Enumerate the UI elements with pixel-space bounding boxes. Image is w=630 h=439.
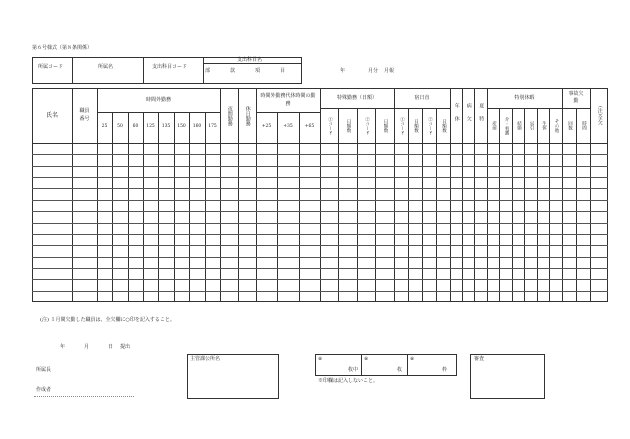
signature-head: 所属長	[36, 367, 52, 373]
col-night: 夜間勤務	[226, 105, 233, 126]
overtime-rate-label: 60	[132, 124, 139, 130]
special-leave-sub-label: 介・看護	[503, 116, 509, 135]
overtime-rate-label: 25	[101, 124, 108, 130]
special-leave-sub-label: 忌引	[528, 121, 534, 130]
special-sub-label: 日額数	[382, 118, 388, 133]
table-row-line	[32, 166, 608, 167]
duty-sub-label: ①コード	[399, 116, 405, 135]
table-row-line	[32, 177, 608, 178]
year-label: 年	[340, 68, 346, 74]
col-special: 特殊勤務（日額）	[336, 94, 377, 101]
month-end-label: 月報	[384, 68, 395, 74]
special-leave-sub-label: 結婚	[516, 121, 522, 130]
submit-month: 月	[84, 344, 90, 350]
footnote: (注) １月間欠勤した職員は、全欠欄に○印を記入すること。	[40, 317, 175, 323]
table-row-line	[32, 154, 608, 155]
form-title: 第６号様式（第８条関係）	[32, 45, 93, 51]
duty-sub-label: 日額数	[441, 118, 447, 133]
signature-author: 作成者	[36, 387, 52, 393]
table-row-line	[32, 245, 608, 246]
submit-year: 年	[60, 344, 66, 350]
expense-name-label: 支出科目名	[237, 57, 263, 63]
special-leave-sub-label: 生休	[541, 121, 547, 130]
substitute-rate-label: +25	[261, 124, 272, 130]
overtime-rate-label: 135	[161, 124, 171, 130]
absence-sub-label: 回数	[567, 121, 573, 130]
col-sick-leave: 病欠	[465, 102, 472, 129]
table-row-line	[32, 188, 608, 189]
month-label: 月分	[368, 68, 379, 74]
review-label: 審査	[474, 356, 485, 362]
overtime-rate-label: 160	[192, 124, 202, 130]
table-row-line	[32, 268, 608, 269]
special-sub-label: 日額数	[345, 118, 351, 133]
col-note: (注)全欠	[596, 106, 603, 125]
table-row-line	[32, 200, 608, 201]
count-note: ※印欄は記入しないこと。	[318, 378, 379, 384]
col-overtime: 時間外勤務	[145, 96, 171, 103]
table-row-line	[32, 279, 608, 280]
col-staff-no: 職員番号	[79, 108, 90, 122]
table-row-line	[32, 291, 608, 292]
overtime-rate-label: 125	[146, 124, 155, 130]
dept-name-label: 所属名	[98, 64, 114, 70]
col-summer: 夏特	[478, 102, 485, 129]
substitute-rate-label: +35	[283, 124, 293, 130]
special-leave-sub-label: 産前	[491, 121, 497, 130]
col-annual-leave: 年休	[453, 102, 460, 129]
substitute-rate-label: +65	[304, 124, 315, 130]
duty-sub-label: 日額数	[413, 118, 419, 133]
col-name: 氏名	[45, 111, 58, 119]
table-row-line	[32, 211, 608, 212]
col-holiday: 休日勤務	[244, 105, 251, 126]
duty-sub-label: ②コード	[427, 116, 433, 135]
overtime-rate-label: 175	[208, 124, 217, 130]
overtime-rate-label: 150	[177, 124, 186, 130]
sub-moku: 目	[280, 68, 286, 74]
dept-code-label: 所属コード	[38, 64, 64, 70]
submit-label: 提出	[120, 344, 131, 350]
table-row-line	[32, 223, 608, 224]
table-row-line	[32, 234, 608, 235]
overtime-rate-label: 50	[117, 124, 123, 130]
special-leave-sub-label: その他	[553, 118, 559, 133]
submit-day: 日	[108, 344, 114, 350]
expense-code-label: 支出科目コード	[152, 64, 188, 70]
sub-kou: 項	[255, 68, 261, 74]
special-sub-label: ②コード	[364, 116, 370, 135]
sub-kan: 款	[230, 68, 236, 74]
count-box	[315, 354, 457, 376]
col-duty: 宿日直	[414, 94, 430, 101]
table-row-line	[32, 257, 608, 258]
absence-sub-label: 時間	[581, 121, 587, 130]
supervisor-label: 主管課公所名	[190, 356, 221, 362]
col-substitute: 時間外勤務代休時間の勤務	[260, 93, 316, 107]
col-special-leave: 特別休暇	[514, 94, 535, 101]
col-absence: 事故欠勤	[568, 90, 584, 104]
special-sub-label: ①コード	[327, 116, 333, 135]
